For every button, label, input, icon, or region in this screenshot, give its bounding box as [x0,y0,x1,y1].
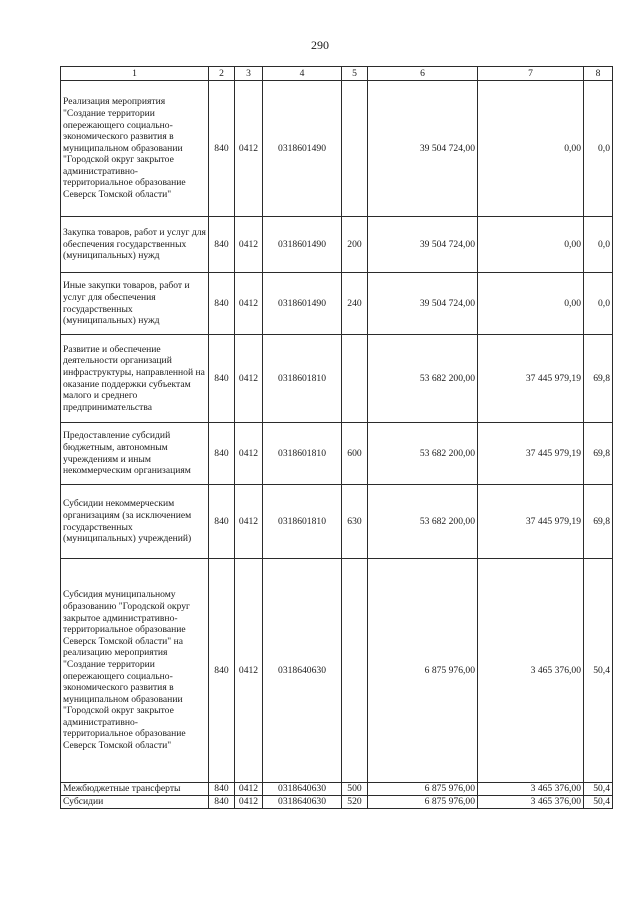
table-row [61,335,613,423]
header-row [61,67,613,81]
cell-ministry: 840 [209,423,235,485]
cell-amount-planned: 53 682 200,00 [368,485,478,559]
cell-amount-executed: 3 465 376,00 [478,796,584,809]
cell-target-article: 0318601490 [263,81,342,217]
cell-section: 0412 [235,217,263,273]
cell-target-article: 0318640630 [263,796,342,809]
cell-expense-type: 200 [342,217,368,273]
row-name: Субсидии [61,796,209,809]
cell-section: 0412 [235,423,263,485]
cell-amount-planned: 53 682 200,00 [368,335,478,423]
cell-percent: 0,0 [584,273,613,335]
cell-target-article: 0318601490 [263,273,342,335]
cell-amount-planned: 39 504 724,00 [368,81,478,217]
cell-percent: 50,4 [584,559,613,783]
cell-amount-planned: 6 875 976,00 [368,783,478,796]
cell-section: 0412 [235,273,263,335]
header-cell: 2 [209,67,235,81]
row-name: Реализация мероприятия "Создание территории опережающего социально-экономического развития в муниципальном образовании "Городской округ закрытое административно-территориальное образование Северск Томской области" [61,81,209,217]
header-cell: 5 [342,67,368,81]
cell-expense-type [342,559,368,783]
cell-amount-executed: 37 445 979,19 [478,485,584,559]
header-cell: 6 [368,67,478,81]
header-cell: 3 [235,67,263,81]
cell-amount-executed: 37 445 979,19 [478,335,584,423]
header-cell: 8 [584,67,613,81]
cell-expense-type: 240 [342,273,368,335]
cell-section: 0412 [235,335,263,423]
cell-section: 0412 [235,81,263,217]
cell-expense-type: 600 [342,423,368,485]
cell-ministry: 840 [209,796,235,809]
table-row [61,796,613,809]
cell-ministry: 840 [209,273,235,335]
row-name: Субсидии некоммерческим организациям (за исключением государственных (муниципальных) учреждений) [61,485,209,559]
row-name: Иные закупки товаров, работ и услуг для обеспечения государственных (муниципальных) нужд [61,273,209,335]
cell-expense-type: 500 [342,783,368,796]
cell-amount-planned: 6 875 976,00 [368,796,478,809]
cell-amount-planned: 53 682 200,00 [368,423,478,485]
cell-amount-executed: 37 445 979,19 [478,423,584,485]
cell-amount-executed: 0,00 [478,273,584,335]
table-row [61,81,613,217]
cell-percent: 69,8 [584,423,613,485]
cell-ministry: 840 [209,783,235,796]
cell-ministry: 840 [209,335,235,423]
cell-expense-type: 520 [342,796,368,809]
cell-ministry: 840 [209,81,235,217]
cell-section: 0412 [235,783,263,796]
cell-amount-planned: 6 875 976,00 [368,559,478,783]
cell-expense-type [342,81,368,217]
cell-amount-executed: 0,00 [478,217,584,273]
table-row [61,559,613,783]
table-row [61,273,613,335]
budget-table [60,66,613,809]
cell-expense-type [342,335,368,423]
cell-target-article: 0318601490 [263,217,342,273]
cell-expense-type: 630 [342,485,368,559]
cell-percent: 50,4 [584,796,613,809]
cell-percent: 0,0 [584,81,613,217]
table-row [61,423,613,485]
row-name: Закупка товаров, работ и услуг для обеспечения государственных (муниципальных) нужд [61,217,209,273]
cell-target-article: 0318601810 [263,423,342,485]
cell-ministry: 840 [209,217,235,273]
header-cell: 4 [263,67,342,81]
cell-ministry: 840 [209,559,235,783]
row-name: Предоставление субсидий бюджетным, автономным учреждениям и иным некоммерческим организациям [61,423,209,485]
cell-amount-planned: 39 504 724,00 [368,273,478,335]
row-name: Субсидия муниципальному образованию "Городской округ закрытое административно-территориальное образование Северск Томской области" на реализацию мероприятия "Создание территории опережающего социально-экономического развития в муниципальном образовании "Городской округ закрытое административно-территориальное образование Северск Томской области" [61,559,209,783]
cell-amount-executed: 3 465 376,00 [478,559,584,783]
cell-amount-executed: 0,00 [478,81,584,217]
cell-percent: 0,0 [584,217,613,273]
cell-percent: 69,8 [584,335,613,423]
row-name: Развитие и обеспечение деятельности организаций инфраструктуры, направленной на оказание поддержки субъектам малого и среднего предпринимательства [61,335,209,423]
table-row [61,217,613,273]
cell-percent: 50,4 [584,783,613,796]
cell-target-article: 0318640630 [263,783,342,796]
cell-percent: 69,8 [584,485,613,559]
cell-ministry: 840 [209,485,235,559]
table-row [61,485,613,559]
cell-section: 0412 [235,485,263,559]
cell-target-article: 0318601810 [263,485,342,559]
cell-target-article: 0318601810 [263,335,342,423]
page-number: 290 [311,38,329,52]
cell-section: 0412 [235,559,263,783]
cell-amount-planned: 39 504 724,00 [368,217,478,273]
cell-amount-executed: 3 465 376,00 [478,783,584,796]
table-row [61,783,613,796]
cell-section: 0412 [235,796,263,809]
row-name: Межбюджетные трансферты [61,783,209,796]
header-cell: 7 [478,67,584,81]
cell-target-article: 0318640630 [263,559,342,783]
header-cell: 1 [61,67,209,81]
